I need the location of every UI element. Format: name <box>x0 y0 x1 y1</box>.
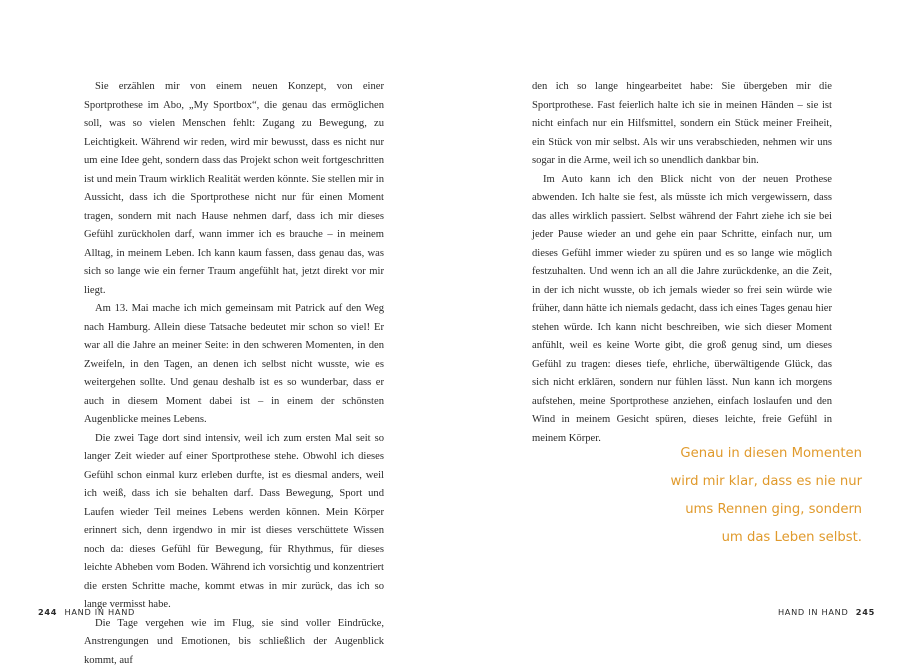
paragraph: Am 13. Mai mache ich mich gemeinsam mit Patrick auf den Weg nach Hamburg. Allein diese Tatsache bedeutet mir schon so viel! Er war all die Jahre an meiner Seite: in den schweren Momenten, in den Zweifeln, in den Tagen, an denen ich selbst nicht wusste, wie es weitergehen sollte. Und genau deshalb ist es so wunderbar, dass er auch in diesem Moment dabei ist – in einem der schönsten Augenblicke meines Lebens. <box>84 300 384 430</box>
pull-quote-line: ums Rennen ging, sondern <box>600 496 862 524</box>
paragraph-continuation: den ich so lange hingearbeitet habe: Sie übergeben mir die Sportprothese. Fast feierlich halte ich sie in meinen Händen – sie ist nicht einfach nur ein Hilfsmittel, sondern ein Stück meiner Freiheit, ein Stück von mir selbst. Als wir uns verabschieden, nehmen wir uns sogar in die Arme, weil ich so unendlich dankbar bin. <box>532 78 832 171</box>
running-head-right: HAND IN HAND <box>778 607 849 617</box>
left-page-body <box>84 78 384 670</box>
paragraph: Im Auto kann ich den Blick nicht von der neuen Prothese abwenden. Ich halte sie fest, als müsste ich mich vergewissern, dass das alles wirklich passiert. Selbst während der Fahrt ziehe ich sie bei jeder Pause wieder an und gehe ein paar Schritte, einfach nur, um dieses Gefühl immer wieder zu spüren und es so lange wie möglich festzuhalten. Und wenn ich an all die Jahre zurückdenke, an die Zeit, in der ich nicht wusste, ob ich jemals wieder so frei sein würde wie früher, dann hätte ich niemals gedacht, dass ich eines Tages genau hier stehen würde. Ich kann nicht beschreiben, wie sich dieser Moment anfühlt, weil es keine Worte gibt, die groß genug sind, um dieses Gefühl zu tragen: dieses tiefe, ehrliche, überwältigende Glück, das sich nicht erklären, sondern nur fühlen lässt. Nun kann ich morgens aufstehen, meine Sportprothese anziehen, einfach loslaufen und den Wind in meinem Gesicht spüren, dieses leichte, freie Gefühl in meinem Körper. <box>532 171 832 449</box>
pull-quote-line: um das Leben selbst. <box>600 524 862 552</box>
left-footer <box>34 607 135 617</box>
paragraph: Sie erzählen mir von einem neuen Konzept, von einer Sportprothese im Abo, „My Sportbox“, die genau das ermöglichen soll, was so vielen Menschen fehlt: Zugang zu Bewegung, zu Leichtigkeit. Während wir reden, wird mir bewusst, dass es nicht nur um eine Idee geht, sondern dass das Projekt schon weit fortgeschritten ist und mein Traum wirklich Realität werden könnte. Sie stellen mir in Aussicht, dass ich die Sportprothese nicht nur für einen Moment tragen, sondern mit nach Hause nehmen darf, dass ich mir dieses Gefühl zurückholen darf, wann immer ich es brauche – in meinem Alltag, in meinem Leben. Ich kann kaum fassen, dass genau das, was sich so lange wie ein ferner Traum angefühlt hat, jetzt direkt vor mir liegt. <box>84 78 384 300</box>
pull-quote-line: wird mir klar, dass es nie nur <box>600 468 862 496</box>
right-footer <box>778 607 879 617</box>
page-number-right: 245 <box>856 607 875 617</box>
running-head-left: HAND IN HAND <box>65 607 136 617</box>
pull-quote <box>600 440 862 552</box>
paragraph: Die zwei Tage dort sind intensiv, weil ich zum ersten Mal seit so langer Zeit wieder auf einer Sportprothese stehe. Obwohl ich dieses Gefühl schon einmal kurz erleben durfte, ist es diesmal anders, weil ich weiß, dass ich sie behalten darf. Dass Bewegung, Sport und Laufen wieder Teil meines Lebens werden können. Mein Körper erinnert sich, denn irgendwo in mir ist dieses verschüttete Wissen noch da: dieses Gefühl für Bewegung, für Rhythmus, für dieses leichte Abheben vom Boden. Während ich vorsichtig und konzentriert die ersten Schritte mache, kommt etwas in mir zurück, das ich so lange vermisst habe. <box>84 430 384 615</box>
page-number-left: 244 <box>38 607 57 617</box>
pull-quote-line: Genau in diesen Momenten <box>600 440 862 468</box>
right-page-body <box>532 78 832 448</box>
paragraph: Die Tage vergehen wie im Flug, sie sind voller Eindrücke, Anstrengungen und Emotionen, bis schließlich der Augenblick kommt, auf <box>84 615 384 670</box>
